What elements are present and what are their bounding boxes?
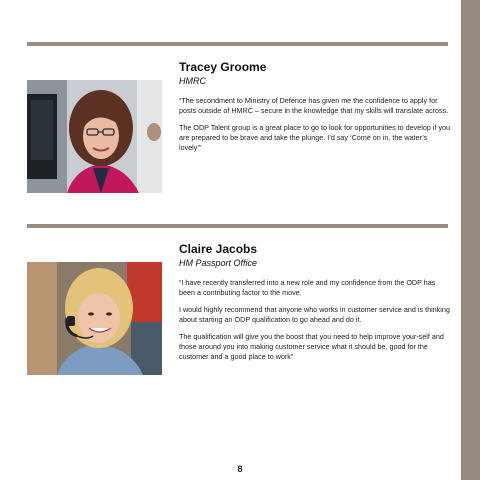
profile-organisation: HM Passport Office	[179, 258, 258, 268]
profile-photo-claire-jacobs	[27, 262, 162, 375]
profile-name: Claire Jacobs	[179, 242, 258, 256]
section-divider	[27, 224, 448, 228]
quote-paragraph: The qualification will give you the boost that you need to help improve your-self and those around you into making customer service what it should be, good for the customer and a good place to work”	[179, 332, 444, 361]
profile-text-tracey-groome	[179, 60, 451, 160]
profile-photo-tracey-groome	[27, 80, 162, 193]
quote-paragraph: “The secondment to Ministry of Defence has given me the confidence to apply for posts outside of HMRC – secure in the knowledge that my skills will translate across.	[179, 96, 449, 115]
profile-organisation: HMRC	[179, 76, 206, 86]
profile-text-claire-jacobs	[179, 242, 451, 369]
page-number: 8	[237, 464, 243, 474]
quote-paragraph: I would highly recommend that anyone who works in customer service and is thinking about starting an ODP qualification to go ahead and do it.	[179, 305, 450, 324]
side-color-band	[461, 0, 480, 480]
quote-paragraph: The ODP Talent group is a great place to go to look for opportunities to develop if you are prepared to be brave and take the plunge. I’d say ‘Come on in, the water’s lovely’”	[179, 123, 451, 152]
profile-name: Tracey Groome	[179, 60, 267, 74]
section-divider	[27, 42, 448, 46]
quote-paragraph: “I have recently transferred into a new role and my confidence from the ODP has been a contributing factor to the move.	[179, 278, 436, 297]
